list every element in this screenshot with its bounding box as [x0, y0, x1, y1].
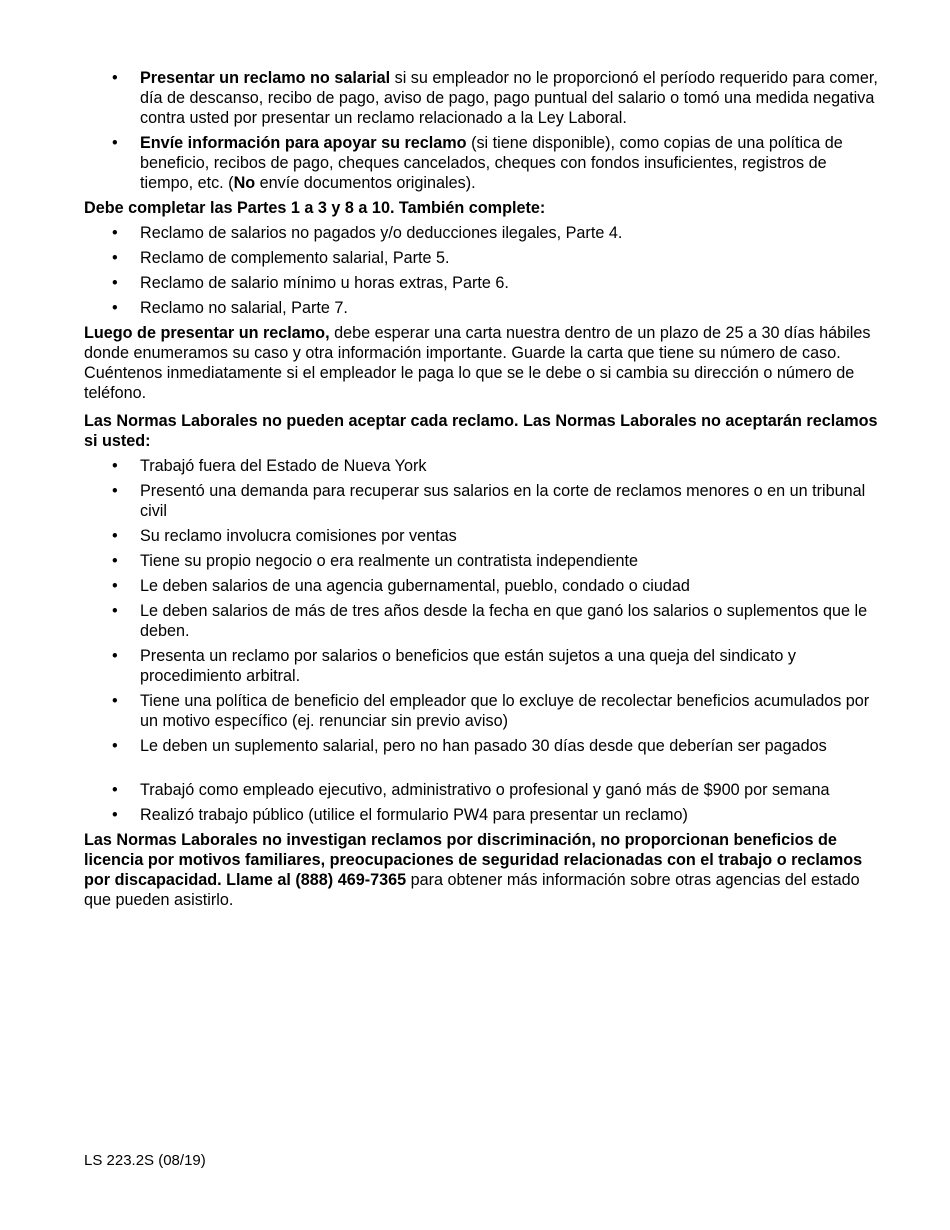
- bullet: •: [112, 692, 118, 710]
- item-text: Reclamo de complemento salarial, Parte 5.: [140, 249, 450, 267]
- bullet: •: [112, 577, 118, 595]
- parts-list: [84, 223, 884, 318]
- list-item: [84, 273, 884, 293]
- bold-lead: Las Normas Laborales no investigan reclamos por discriminación, no proporcionan beneficios de licencia por motivos familiares, preocupaciones de seguridad relacionadas con el trabajo o reclamos por discapacidad. Llame al (888) 469-7365: [84, 831, 863, 889]
- item-text: envíe documentos originales).: [255, 174, 476, 192]
- bold-lead: Envíe información para apoyar su reclamo: [140, 134, 467, 152]
- blank-line: [84, 761, 884, 780]
- list-item: [84, 551, 884, 571]
- item-text: Presenta un reclamo por salarios o beneficios que están sujetos a una queja del sindicato y procedimiento arbitral.: [140, 647, 796, 685]
- bullet: •: [112, 274, 118, 292]
- item-text: Presentó una demanda para recuperar sus salarios en la corte de reclamos menores o en un tribunal civil: [140, 482, 866, 520]
- list-item: [84, 736, 884, 756]
- document-body: [84, 68, 884, 915]
- item-text: Trabajó como empleado ejecutivo, administrativo o profesional y ganó más de $900 por semana: [140, 781, 830, 799]
- bullet: •: [112, 552, 118, 570]
- list-item: [84, 526, 884, 546]
- item-text: Realizó trabajo público (utilice el formulario PW4 para presentar un reclamo): [140, 806, 688, 824]
- bullet: •: [112, 249, 118, 267]
- bullet: •: [112, 134, 118, 152]
- not-accept-heading: Las Normas Laborales no pueden aceptar cada reclamo. Las Normas Laborales no aceptarán reclamos si usted:: [84, 412, 878, 450]
- list-item: [84, 456, 884, 476]
- bullet: •: [112, 224, 118, 242]
- bullet: •: [112, 602, 118, 620]
- bullet: •: [112, 527, 118, 545]
- list-item: [84, 691, 884, 731]
- final-paragraph: [84, 830, 884, 910]
- not-accept-list: [84, 456, 884, 756]
- paragraph-text: debe esperar una carta nuestra dentro de un plazo de 25 a 30 días hábiles donde enumeramos su caso y otra información importante. Guarde la carta que tiene su número de caso. Cuéntenos inmediatamente si el empleador le paga lo que se le debe o si cambia su dirección o número de teléfono.: [84, 324, 871, 402]
- list-item: [84, 248, 884, 268]
- item-text: Reclamo de salario mínimo u horas extras, Parte 6.: [140, 274, 509, 292]
- item-text: Reclamo no salarial, Parte 7.: [140, 299, 348, 317]
- bullet: •: [112, 647, 118, 665]
- bullet: •: [112, 482, 118, 500]
- paragraph-text: para obtener más información sobre otras agencias del estado que pueden asistirlo.: [84, 871, 860, 909]
- list-item: [84, 68, 884, 128]
- list-item: [84, 646, 884, 686]
- item-text: (si tiene disponible), como copias de una política de beneficio, recibos de pago, cheques cancelados, cheques con fondos insuficientes, registros de tiempo, etc. (: [140, 134, 843, 192]
- list-item: [84, 223, 884, 243]
- list-item: [84, 298, 884, 318]
- list-item: [84, 481, 884, 521]
- bold-lead: Luego de presentar un reclamo,: [84, 324, 330, 342]
- bold-no: No: [233, 174, 256, 192]
- top-bullet-list: [84, 68, 884, 193]
- bullet: •: [112, 299, 118, 317]
- item-text: Reclamo de salarios no pagados y/o deducciones ilegales, Parte 4.: [140, 224, 623, 242]
- list-item: [84, 780, 884, 800]
- item-text: si su empleador no le proporcionó el período requerido para comer, día de descanso, recibo de pago, aviso de pago, pago puntual del salario o tomó una medida negativa contra usted por presentar un reclamo relacionado a la Ley Laboral.: [140, 69, 878, 127]
- form-number-footer: LS 223.2S (08/19): [84, 1152, 206, 1169]
- bold-lead: Presentar un reclamo no salarial: [140, 69, 391, 87]
- item-text: Su reclamo involucra comisiones por ventas: [140, 527, 457, 545]
- bullet: •: [112, 781, 118, 799]
- bullet: •: [112, 737, 118, 755]
- parts-heading: Debe completar las Partes 1 a 3 y 8 a 10. También complete:: [84, 199, 546, 217]
- item-text: Le deben salarios de más de tres años desde la fecha en que ganó los salarios o suplementos que le deben.: [140, 602, 868, 640]
- item-text: Trabajó fuera del Estado de Nueva York: [140, 457, 427, 475]
- not-accept-list-continued: [84, 780, 884, 825]
- list-item: [84, 576, 884, 596]
- bullet: •: [112, 806, 118, 824]
- bullet: •: [112, 69, 118, 87]
- list-item: [84, 805, 884, 825]
- item-text: Le deben salarios de una agencia gubernamental, pueblo, condado o ciudad: [140, 577, 690, 595]
- item-text: Tiene su propio negocio o era realmente un contratista independiente: [140, 552, 638, 570]
- list-item: [84, 133, 884, 193]
- after-filing-paragraph: [84, 323, 884, 403]
- item-text: Tiene una política de beneficio del empleador que lo excluye de recolectar beneficios acumulados por un motivo específico (ej. renunciar sin previo aviso): [140, 692, 870, 730]
- bullet: •: [112, 457, 118, 475]
- list-item: [84, 601, 884, 641]
- item-text: Le deben un suplemento salarial, pero no han pasado 30 días desde que deberían ser pagados: [140, 737, 827, 755]
